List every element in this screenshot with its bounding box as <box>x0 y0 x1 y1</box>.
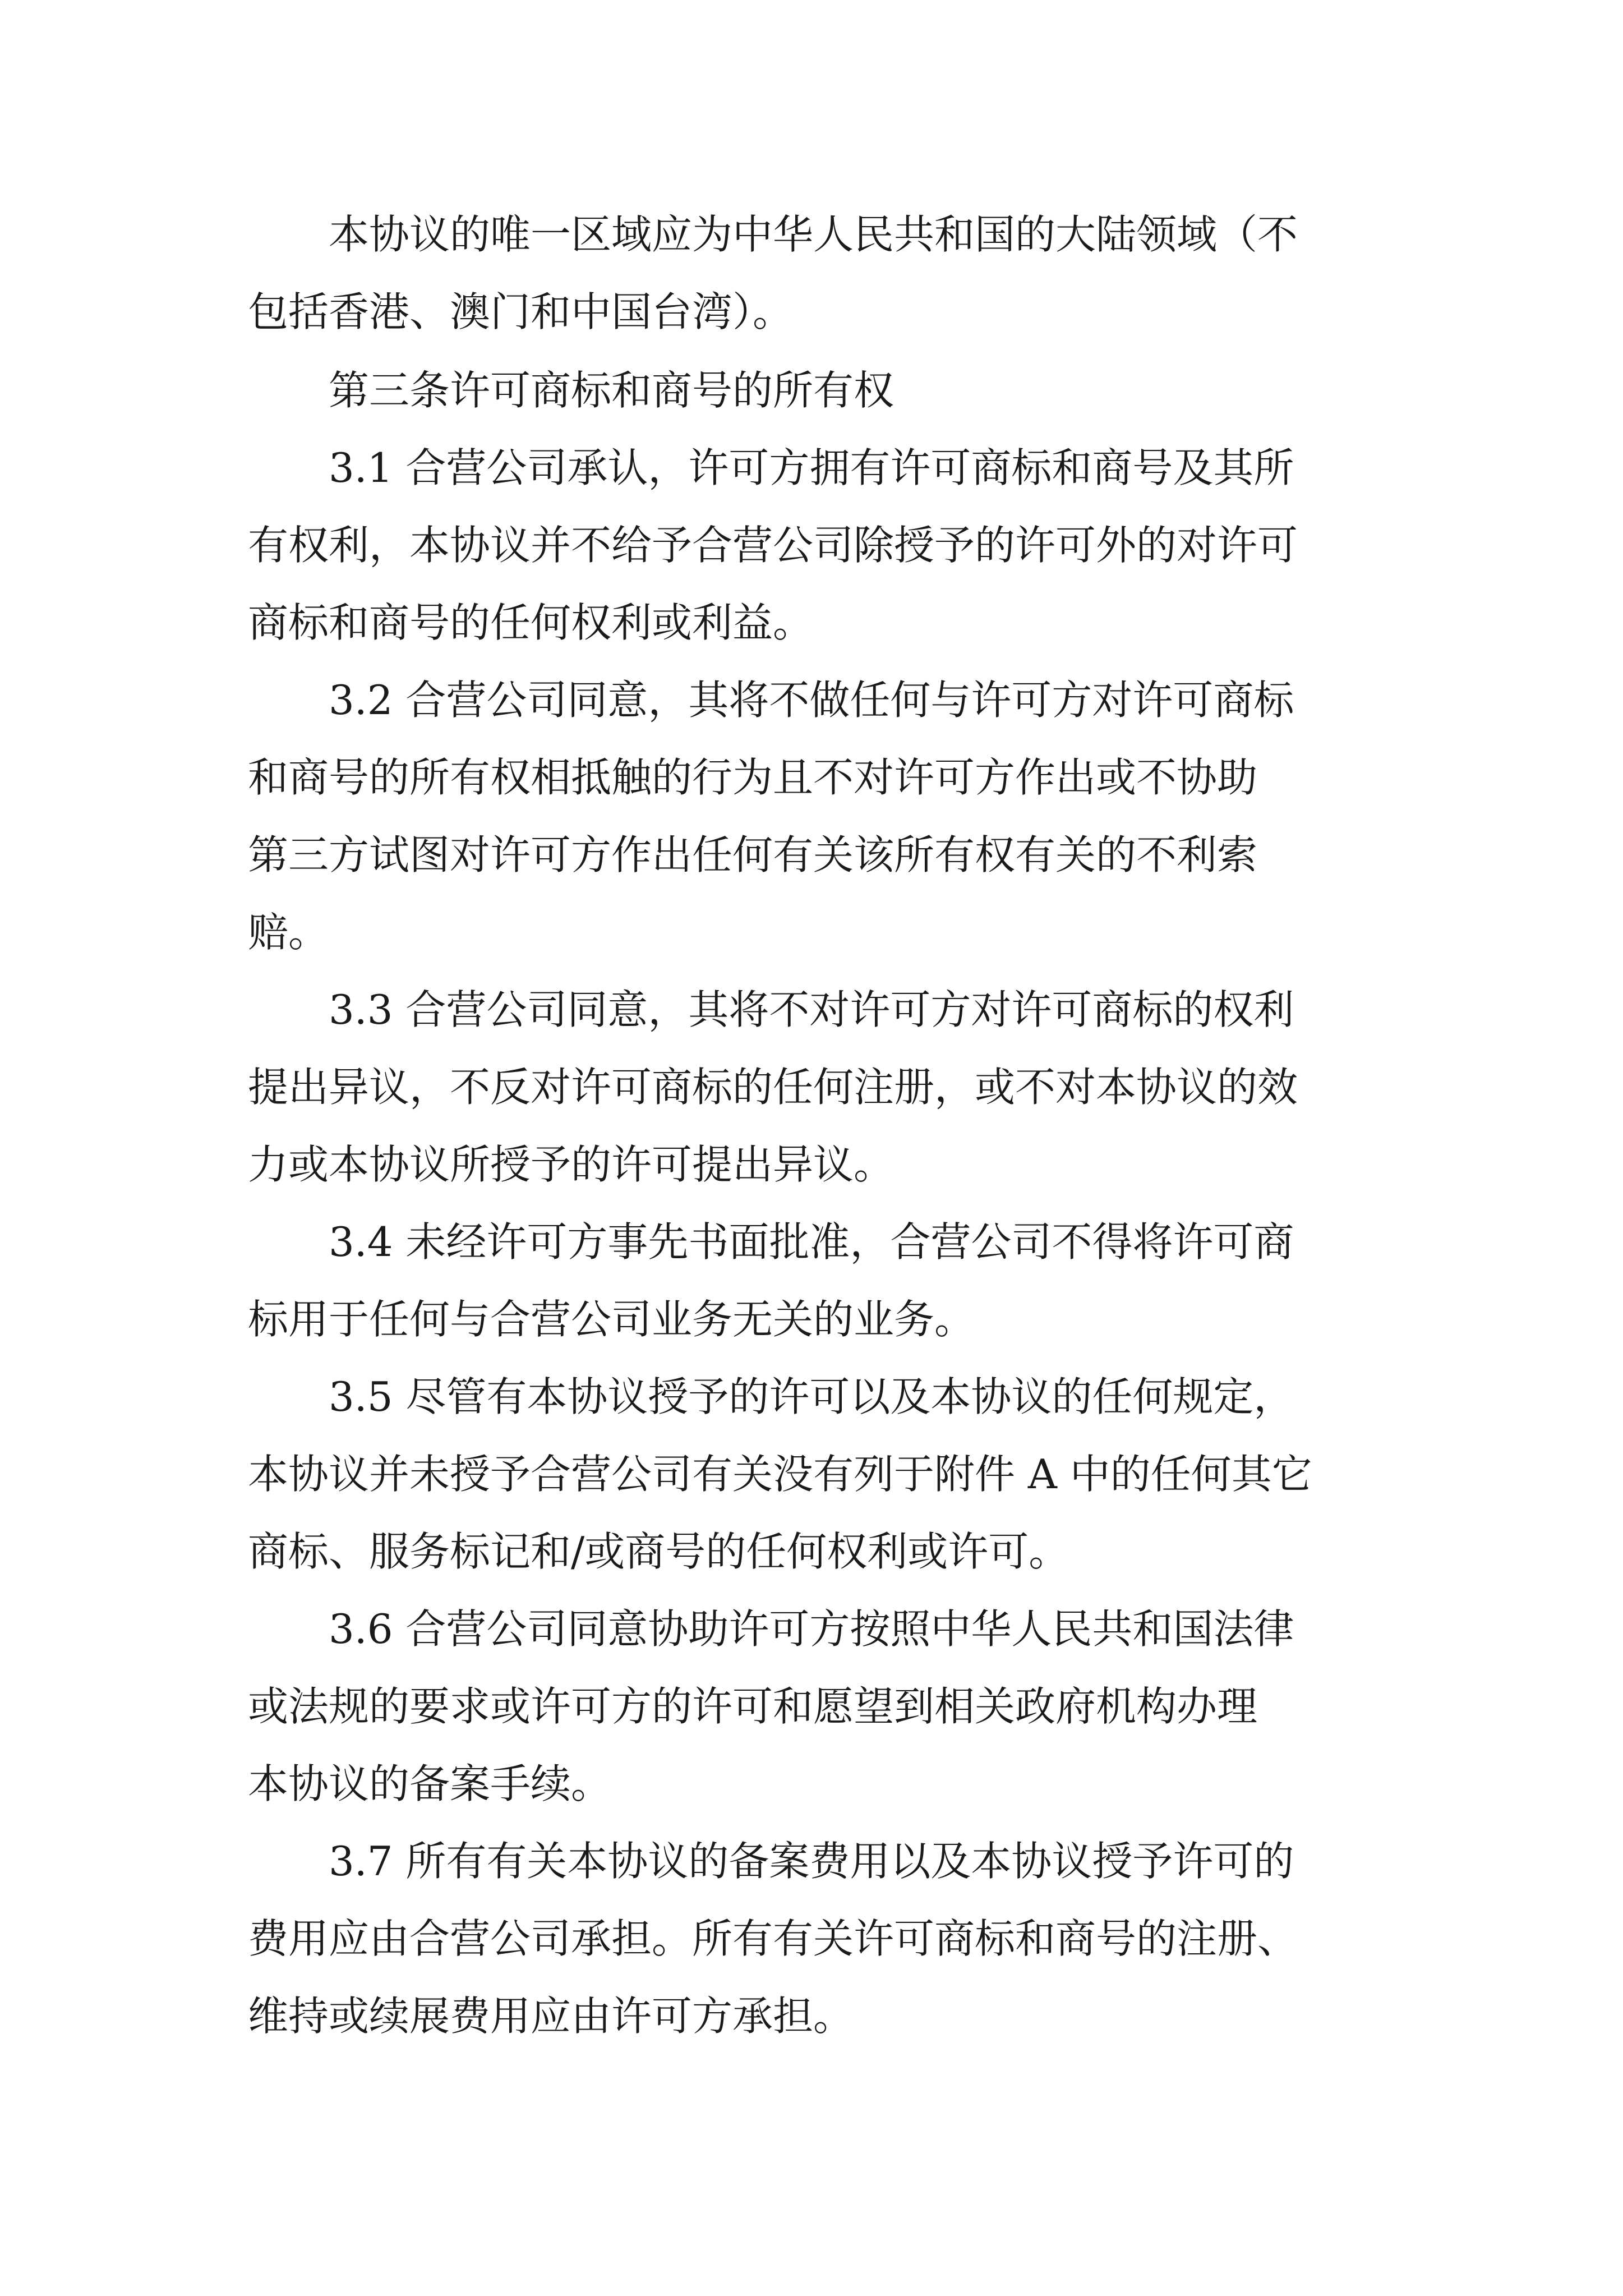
text-line: 本协议并未授予合营公司有关没有列于附件 A 中的任何其它 <box>248 1451 1312 1498</box>
text-line: 3.4 未经许可方事先书面批准，合营公司不得将许可商 <box>248 1218 1294 1266</box>
text-line: 力或本协议所授予的许可提出异议。 <box>248 1141 895 1188</box>
text-line: 3.2 合营公司同意，其将不做任何与许可方对许可商标 <box>248 677 1294 724</box>
text-line: 3.3 合营公司同意，其将不对许可方对许可商标的权利 <box>248 986 1294 1033</box>
text-line: 标用于任何与合营公司业务无关的业务。 <box>248 1296 975 1343</box>
text-line: 费用应由合营公司承担。所有有关许可商标和商号的注册、 <box>248 1915 1298 1962</box>
text-line: 第三方试图对许可方作出任何有关该所有权有关的不利索 <box>248 831 1258 878</box>
text-line: 商标、服务标记和/或商号的任何权利或许可。 <box>248 1528 1069 1575</box>
text-line: 提出异议，不反对许可商标的任何注册，或不对本协议的效 <box>248 1064 1298 1111</box>
text-line: 有权利，本协议并不给予合营公司除授予的许可外的对许可 <box>248 522 1298 569</box>
text-line: 3.1 合营公司承认，许可方拥有许可商标和商号及其所 <box>248 444 1294 491</box>
text-line: 商标和商号的任何权利或利益。 <box>248 599 814 646</box>
text-line: 和商号的所有权相抵触的行为且不对许可方作出或不协助 <box>248 754 1258 801</box>
text-line: 包括香港、澳门和中国台湾）。 <box>248 288 794 335</box>
text-line: 本协议的唯一区域应为中华人民共和国的大陆领域（不 <box>248 211 1298 258</box>
text-line: 本协议的备案手续。 <box>248 1760 612 1807</box>
text-line: 或法规的要求或许可方的许可和愿望到相关政府机构办理 <box>248 1683 1258 1730</box>
text-line: 赔。 <box>248 909 329 956</box>
section-heading: 第三条许可商标和商号的所有权 <box>248 367 895 414</box>
text-line: 3.6 合营公司同意协助许可方按照中华人民共和国法律 <box>248 1605 1294 1653</box>
text-line: 3.7 所有有关本协议的备案费用以及本协议授予许可的 <box>248 1838 1294 1885</box>
text-line: 维持或续展费用应由许可方承担。 <box>248 1993 854 2040</box>
text-line: 3.5 尽管有本协议授予的许可以及本协议的任何规定， <box>248 1373 1294 1420</box>
